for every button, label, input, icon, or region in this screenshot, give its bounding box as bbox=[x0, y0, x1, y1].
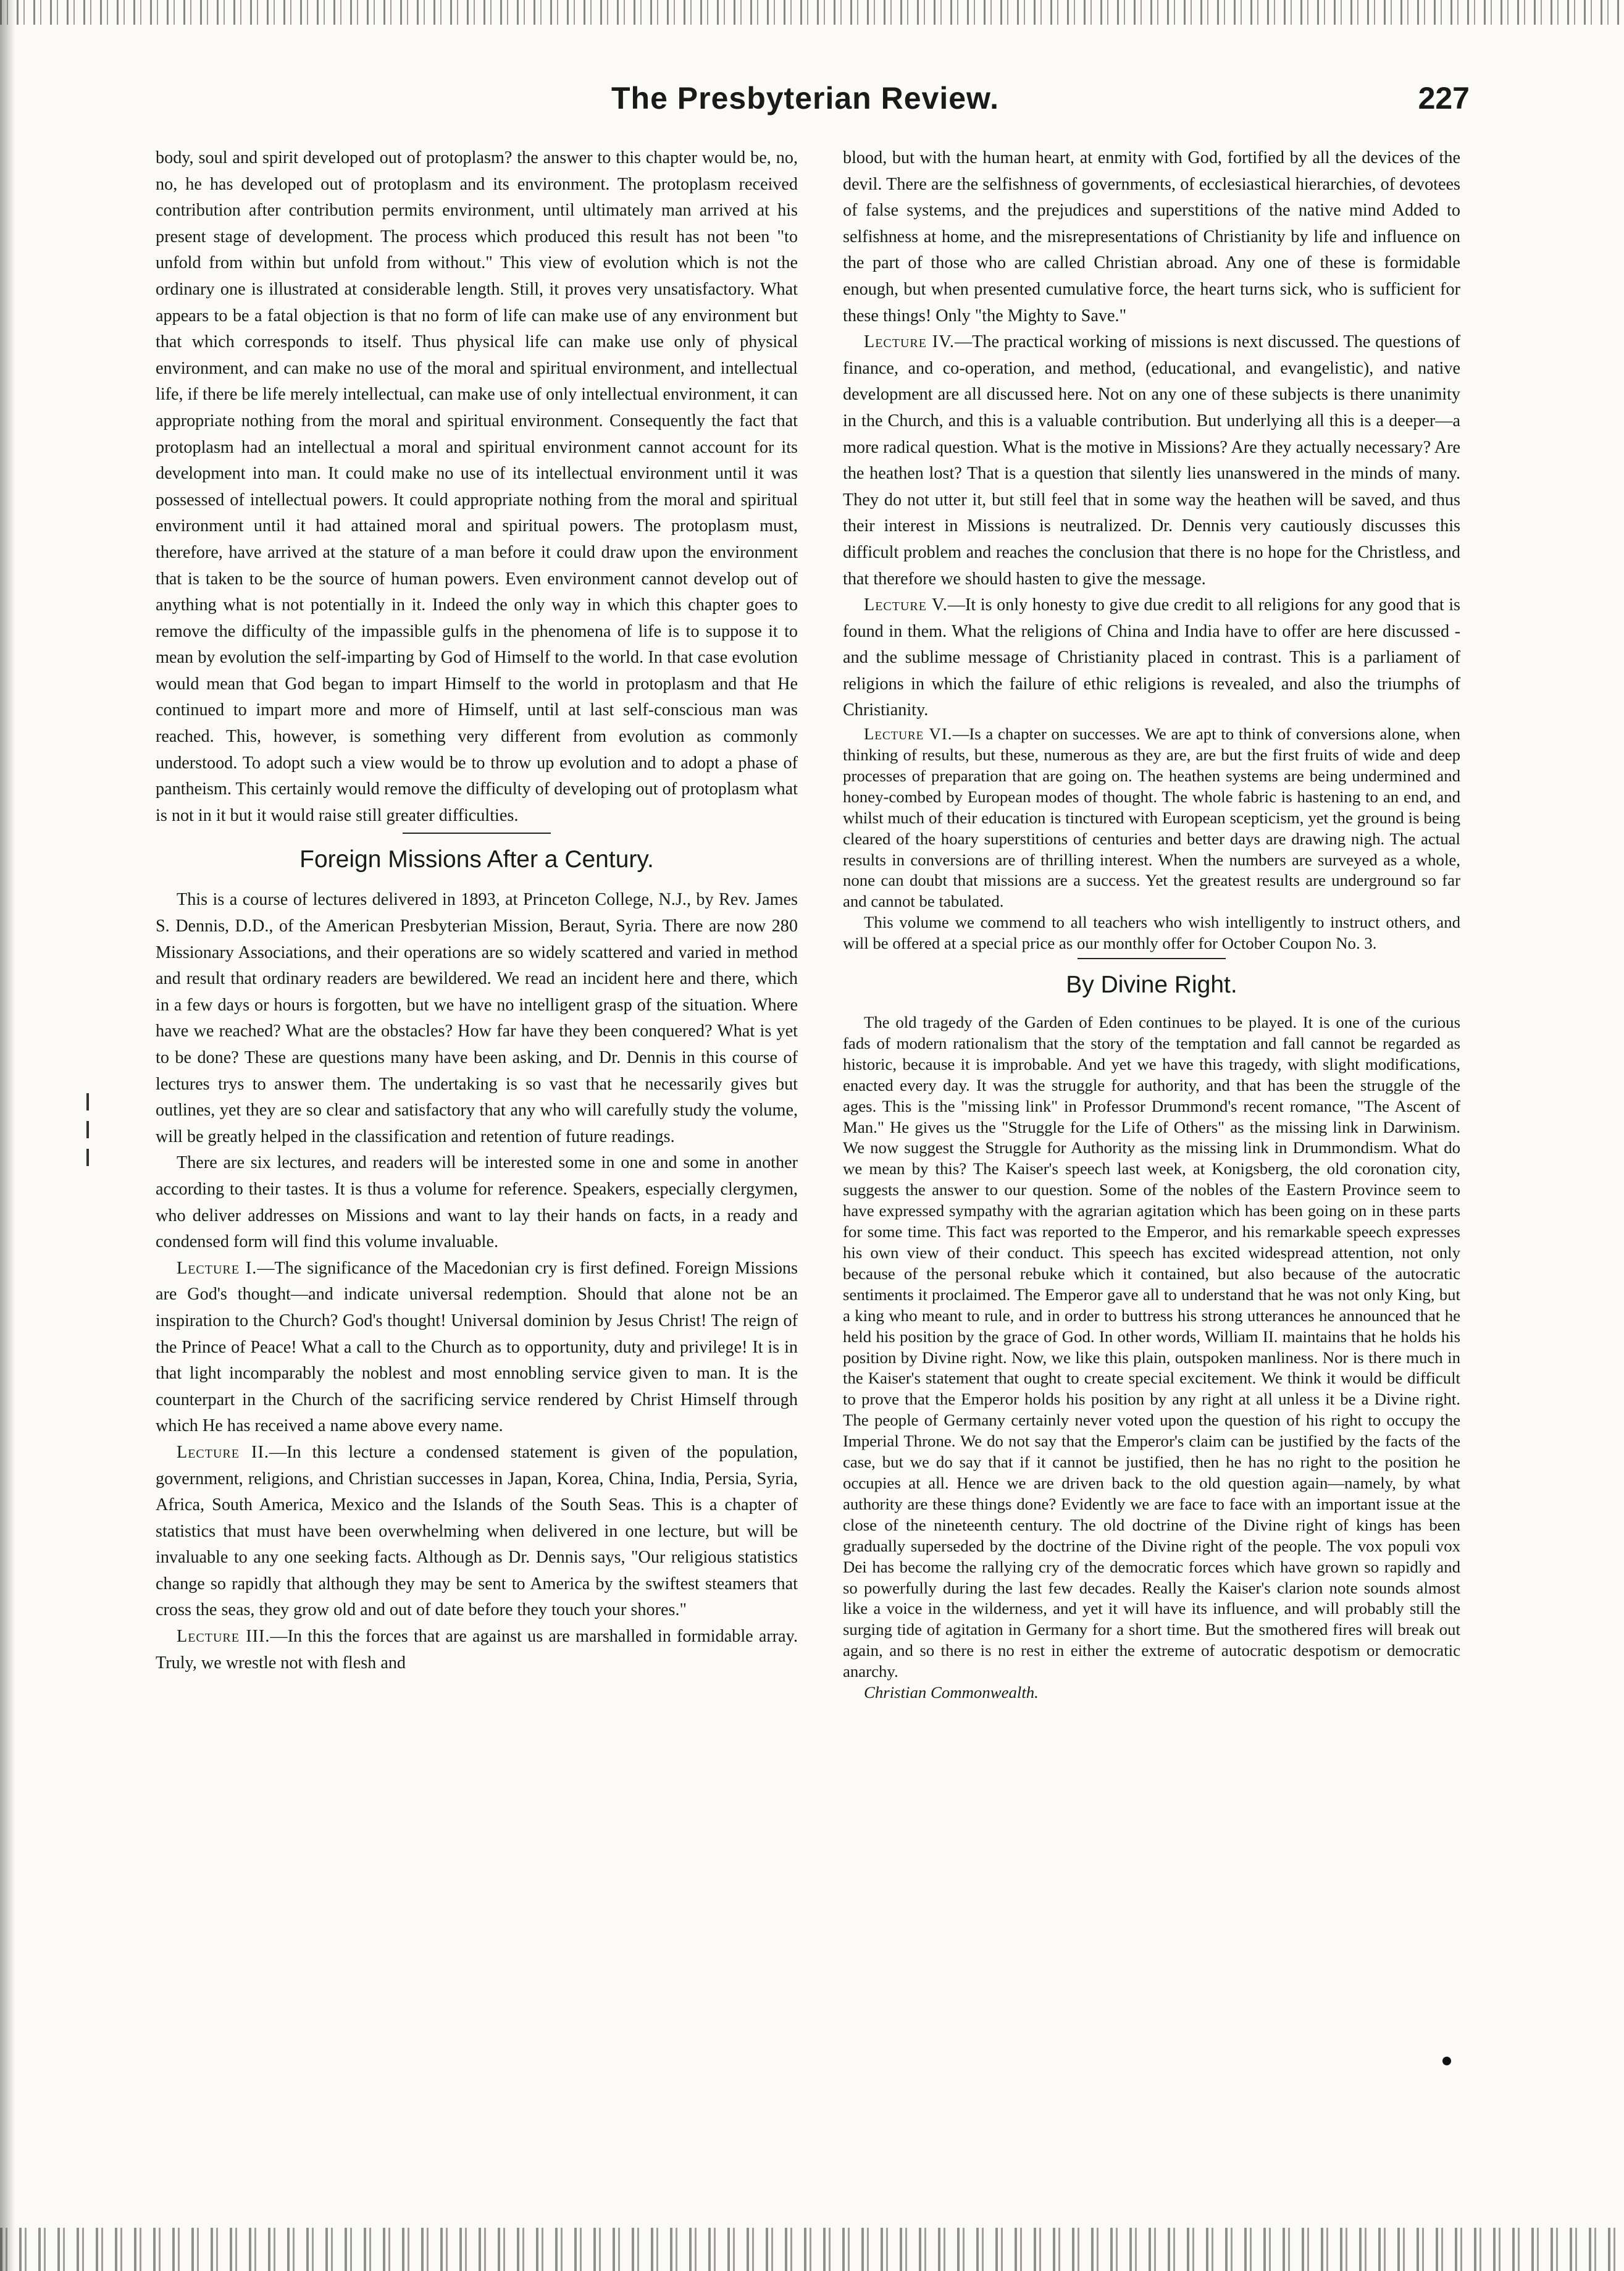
left-column bbox=[156, 145, 798, 2196]
running-header bbox=[611, 80, 1470, 136]
lecture-paragraph bbox=[843, 724, 1460, 912]
lecture-paragraph bbox=[843, 592, 1460, 724]
ink-dot bbox=[1442, 2057, 1451, 2065]
scan-top-edge bbox=[0, 0, 1624, 25]
lecture-label: Lecture IV. bbox=[864, 332, 955, 352]
lecture-text: —The practical working of missions is next discussed. The questions of finance, and co-operation, and method, (educational, and evangelistic), and native development are all discussed here. Not on any one of these subjects is there unanimity in the Church, and this is a valuable contribution. But underlying all this is a deeper—a more radical question. What is the motive in Missions? Are they actually necessary? Are the heathen lost? That is a question that silently lies unanswered in the minds of many. They do not utter it, but still feel that in some way the heathen will be saved, and thus their interest in Missions is neutralized. Dr. Dennis very cautiously discusses this difficult problem and reaches the conclusion that there is no hope for the Christless, and that therefore we should hasten to give the message. bbox=[843, 332, 1460, 589]
article-paragraph: This is a course of lectures delivered in 1893, at Princeton College, N.J., by Rev. James S. Dennis, D.D., of the American Presbyterian Mission, Beraut, Syria. There are now 280 Missionary Associations, and their operations are so widely scattered and varied in method and result that ordinary readers are bewildered. We read an incident here and there, which in a few days or hours is forgotten, but we have no intelligent grasp of the situation. Where have we reached? What are the obstacles? How far have they been conquered? What is yet to be done? These are questions many have been asking, and Dr. Dennis in this course of lectures trys to answer them. The undertaking is so vast that he necessarily gives but outlines, yet they are so clear and satisfactory that any who will carefully study the volume, will be greatly helped in the classification and retention of future readings. bbox=[156, 890, 798, 1146]
article-paragraph: blood, but with the human heart, at enmity with God, fortified by all the devices of the devil. There are the selfishness of governments, of ecclesiastical hierarchies, of devotees of false systems, and the prejudices and superstitions of the native mind Added to selfishness at home, and the misrepresentations of Christianity by life and influence on the part of those who are called Christian abroad. Any one of these is formidable enough, but when presented cumulative force, the heart turns sick, who is sufficient for these things! Only "the Mighty to Save." bbox=[843, 148, 1460, 325]
lecture-text: —Is a chapter on successes. We are apt to think of conversions alone, when thinking of results, but these, numerous as they are, are but the first fruits of wide and deep processes of preparation that are going on. The heathen systems are being undermined and honey-combed by European modes of thought. The whole fabric is hastening to an end, and whilst much of their education is tinctured with European scepticism, yet the ground is being cleared of the hoary superstitions of centuries and better days are drawing nigh. The actual results in conversions are of thrilling interest. When the numbers are surveyed as a whole, none can doubt that missions are a success. Yet the greatest results are underground so far and cannot be tabulated. bbox=[843, 724, 1460, 911]
right-column bbox=[843, 145, 1460, 2196]
article-paragraph: There are six lectures, and readers will be interested some in one and some in another according to their tastes. It is thus a volume for reference. Speakers, especially clergymen, who deliver addresses on Missions and want to lay their hands on facts, in a ready and condensed form will find this volume invaluable. bbox=[156, 1153, 798, 1252]
margin-mark bbox=[86, 1149, 89, 1166]
lecture-label: Lecture VI. bbox=[864, 724, 953, 744]
lecture-label: Lecture II. bbox=[177, 1442, 269, 1462]
lecture-text: —It is only honesty to give due credit to all religions for any good that is found in them. What the religions of China and India have to offer are here discussed - and the sublime message of Christianity placed in contrast. This is a parliament of religions in which the failure of ethic religions is revealed, and also the triumphs of Christianity. bbox=[843, 595, 1460, 720]
lecture-text: —In this the forces that are against us are marshalled in formidable array. Truly, we wrestle not with flesh and bbox=[156, 1627, 798, 1673]
lecture-paragraph bbox=[843, 329, 1460, 592]
review-paragraph: body, soul and spirit developed out of protoplasm? the answer to this chapter would be, no, no, he has developed out of protoplasm and its environment. The protoplasm received contribution after contribution permits environment, until ultimately man arrived at his present stage of development. The process which produced this result has not been "to unfold from within but unfold from without." This view of evolution which is not the ordinary one is illustrated at considerable length. Still, it proves very unsatisfactory. What appears to be a fatal objection is that no form of life can make use of any environment but that which corresponds to itself. Thus physical life can make use only of physical environment, and can make no use of the moral and spiritual environment, and intellectual life, if there be life merely intellectual, can make use of only intellectual environment, it can appropriate nothing from the moral and spiritual environment. Consequently the fact that protoplasm had an intellectual a moral and spiritual environment cannot account for its development into man. It could make no use of its intellectual environment until it was possessed of intellectual powers. It could appropriate nothing from the moral and spiritual environment until it had attained moral and spiritual powers. The protoplasm must, therefore, have arrived at the stature of a man before it could draw upon the environment that is taken to be the source of human powers. Even environment cannot develop out of anything what is not potentially in it. Indeed the only way in which this chapter goes to remove the difficulty of the impassible gulfs in the phenomena of life is to suppose it to mean by evolution the self-imparting by God of Himself to the world. In that case evolution would mean that God began to impart Himself to the world in protoplasm and that He continued to impart more and more of Himself, until at last self-conscious man was reached. This, however, is something very different from evolution as commonly understood. To adopt such a view would be to throw up evolution and to adopt a phase of pantheism. This certainly would remove the difficulty of developing out of protoplasm what is not in it but it would raise still greater difficulties. bbox=[156, 148, 798, 825]
lecture-paragraph bbox=[156, 1440, 798, 1624]
margin-mark bbox=[86, 1121, 89, 1138]
section-divider bbox=[403, 833, 551, 834]
margin-mark bbox=[86, 1093, 89, 1110]
offer-paragraph: This volume we commend to all teachers who wish intelligently to instruct others, and will be offered at a special price as our monthly offer for October Coupon No. 3. bbox=[843, 913, 1460, 953]
source-credit: Christian Commonwealth. bbox=[864, 1683, 1039, 1702]
lecture-text: —In this lecture a condensed statement is given of the population, government, religions, and Christian successes in Japan, Korea, China, India, Persia, Syria, Africa, South America, Mexico and the Islands of the South Seas. This is a chapter of statistics that must have been overwhelming when delivered in one lecture, but will be invaluable to any one seeking facts. Although as Dr. Dennis says, "Our religious statistics change so rapidly that although they may be sent to America by the swiftest steamers that cross the seas, they grow old and out of date before they touch your shores." bbox=[156, 1442, 798, 1620]
lecture-paragraph bbox=[156, 1256, 798, 1440]
journal-title: The Presbyterian Review. bbox=[611, 81, 999, 115]
page-number: 227 bbox=[1418, 81, 1470, 115]
scan-bottom-edge bbox=[0, 2228, 1624, 2271]
lecture-label: Lecture I. bbox=[177, 1258, 257, 1278]
lecture-text: —The significance of the Macedonian cry is first defined. Foreign Missions are God's thought—and indicate universal redemption. Should that alone not be an inspiration to the Church? God's thought! Universal dominion by Jesus Christ! The reign of the Prince of Peace! What a call to the Church as to opportunity, duty and privilege! It is in that light incomparably the noblest and most ennobling service given to man. It is the counterpart in the Church of the sacrificing service rendered by Christ Himself through which He has received a name above every name. bbox=[156, 1258, 798, 1436]
scan-left-edge bbox=[0, 0, 15, 2271]
article-paragraph: The old tragedy of the Garden of Eden continues to be played. It is one of the curious fads of modern rationalism that the story of the temptation and fall cannot be regarded as historic, because it is improbable. And yet we have this tragedy, with slight modifications, enacted every day. It was the struggle for authority, and that has been the struggle of the ages. This is the "missing link" in Professor Drummond's recent romance, "The Ascent of Man." He gives us the "Struggle for the Life of Others" as the missing link in Darwinism. We now suggest the Struggle for Authority as the missing link in Drummondism. What do we mean by this? The Kaiser's speech last week, at Konigsberg, the old coronation city, suggests the answer to our question. Some of the nobles of the Eastern Province seem to have expressed sympathy with the agrarian agitation which has been going on in these parts for some time. This fact was reported to the Emperor, and his remarkable speech expresses his own view of their conduct. This speech has excited widespread attention, not only because of the personal rebuke which it contained, but also because of the autocratic sentiments it proclaimed. The Emperor gave all to understand that he was not only King, but a king who meant to rule, and in order to buttress his strong utterances he announced that he held his position by the grace of God. In other words, William II. maintains that he holds his position by Divine right. Now, we like this plain, outspoken manliness. Nor is there much in the Kaiser's statement that ought to create special excitement. We think it would be difficult to prove that the Emperor holds his position by any right at all unless it be a Divine right. The people of Germany certainly never voted upon the question of his right to occupy the Imperial Throne. We do not say that the Emperor's claim can be justified by the facts of the case, but we do say that if it cannot be justified, then he has no right to the position he occupies at all. Hence we are driven back to the old question again—namely, by what authority are these things done? Evidently we are face to face with an important issue at the close of the nineteenth century. The old doctrine of the Divine right of kings has been gradually superseded by the doctrine of the Divine right of the people. The vox populi vox Dei has become the rallying cry of the democratic forces which have grown so rapidly and so powerfully during the last few decades. Really the Kaiser's clarion note sounds almost like a voice in the wilderness, and yet it will have its influence, and will probably still the surging tide of agitation in Germany for a short time. But the smothered fires will break out again, and so there is no rest in either the extreme of autocratic despotism or democratic anarchy. bbox=[843, 1013, 1460, 1681]
article-heading: By Divine Right. bbox=[1066, 972, 1237, 999]
lecture-label: Lecture V. bbox=[864, 595, 948, 615]
article-heading: Foreign Missions After a Century. bbox=[299, 846, 654, 873]
lecture-label: Lecture III. bbox=[177, 1627, 270, 1647]
lecture-paragraph bbox=[156, 1624, 798, 1676]
section-divider bbox=[1078, 958, 1226, 959]
